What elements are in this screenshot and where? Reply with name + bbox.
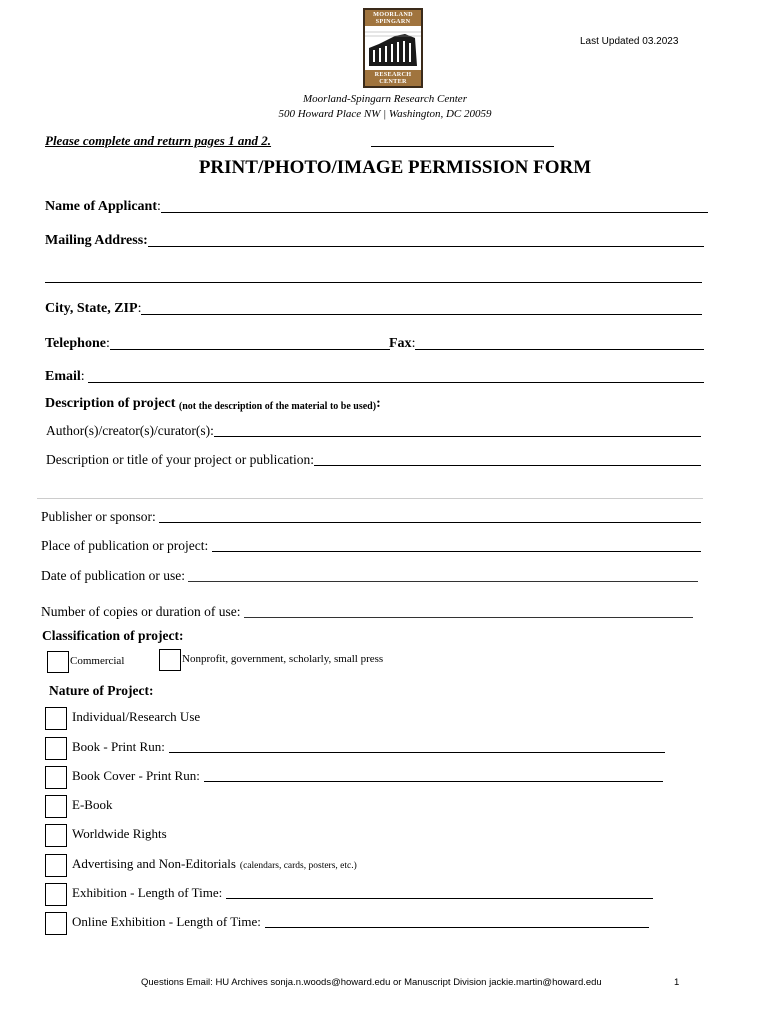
publisher-row xyxy=(41,509,701,525)
section-divider xyxy=(37,498,703,499)
authors-field[interactable] xyxy=(214,435,701,437)
worldwide-rights-label xyxy=(72,826,167,842)
book-cover-field[interactable] xyxy=(204,781,663,782)
page-number: 1 xyxy=(674,977,680,988)
logo-building-icon xyxy=(365,26,421,70)
description-note: (not the description of the material to be used) xyxy=(178,401,377,412)
nonprofit-checkbox[interactable] xyxy=(159,649,181,671)
ebook-label xyxy=(72,797,112,813)
city-row: City, State, ZIP : xyxy=(45,301,702,317)
exhibition-label xyxy=(72,885,653,901)
individual-use-text: Individual/Research Use xyxy=(72,709,201,724)
mailing-address-label: Mailing Address: xyxy=(45,233,148,248)
applicant-name-label: Name of Applicant xyxy=(45,199,157,214)
footer-questions: Questions Email: HU Archives sonja.n.woods@howard.edu or Manuscript Division jackie.martin@howard.edu xyxy=(141,977,602,988)
mailing-address-field-2[interactable] xyxy=(45,282,702,283)
date-label: Date of publication or use: xyxy=(41,568,185,583)
fax-label: Fax xyxy=(389,336,412,351)
commercial-checkbox[interactable] xyxy=(47,651,69,673)
last-updated: Last Updated 03.2023 xyxy=(580,36,679,47)
nonprofit-label: Nonprofit, government, scholarly, small press xyxy=(182,653,384,665)
project-title-label: Description or title of your project or publication: xyxy=(46,452,315,467)
city-label: City, State, ZIP xyxy=(45,301,138,316)
book-cover-checkbox[interactable] xyxy=(45,766,67,789)
mailing-address-row xyxy=(45,233,704,249)
instructions: Please complete and return pages 1 and 2. xyxy=(45,133,272,148)
exhibition-text: Exhibition - Length of Time: xyxy=(72,885,223,900)
individual-use-label xyxy=(72,709,200,725)
center-logo xyxy=(363,8,423,88)
org-name: Moorland-Spingarn Research Center xyxy=(303,93,467,105)
copies-field[interactable] xyxy=(244,616,693,618)
book-cover-text: Book Cover - Print Run: xyxy=(72,768,200,783)
logo-text: MOORLAND xyxy=(373,11,413,18)
initials-line[interactable] xyxy=(371,146,554,147)
place-field[interactable] xyxy=(212,550,701,552)
telephone-row: Telephone : xyxy=(45,336,390,352)
worldwide-rights-checkbox[interactable] xyxy=(45,824,67,847)
ebook-checkbox[interactable] xyxy=(45,795,67,818)
email-label: Email xyxy=(45,369,81,384)
email-row: Email : xyxy=(45,369,704,385)
online-exhibition-checkbox[interactable] xyxy=(45,912,67,935)
fax-row: Fax : xyxy=(389,336,704,352)
logo-text: RESEARCH xyxy=(374,71,412,78)
copies-row xyxy=(41,604,693,620)
applicant-name-row: Name of Applicant : xyxy=(45,199,708,215)
book-print-run-text: Book - Print Run: xyxy=(72,739,165,754)
online-exhibition-text: Online Exhibition - Length of Time: xyxy=(72,914,261,929)
place-label: Place of publication or project: xyxy=(41,538,209,553)
fax-field[interactable] xyxy=(415,348,704,350)
telephone-label: Telephone xyxy=(45,336,106,351)
advertising-checkbox[interactable] xyxy=(45,854,67,877)
copies-label: Number of copies or duration of use: xyxy=(41,604,241,619)
project-title-field[interactable] xyxy=(314,464,701,466)
logo-text: CENTER xyxy=(379,78,407,85)
form-title: PRINT/PHOTO/IMAGE PERMISSION FORM xyxy=(198,157,592,178)
telephone-field[interactable] xyxy=(110,348,390,350)
advertising-label xyxy=(72,856,357,872)
publisher-label: Publisher or sponsor: xyxy=(41,509,156,524)
authors-label: Author(s)/creator(s)/curator(s): xyxy=(46,423,214,438)
authors-row xyxy=(46,423,701,439)
org-address: 500 Howard Place NW | Washington, DC 20059 xyxy=(278,108,492,120)
classification-heading: Classification of project: xyxy=(42,628,184,643)
worldwide-rights-text: Worldwide Rights xyxy=(72,826,167,841)
project-title-row xyxy=(46,452,701,468)
online-exhibition-field[interactable] xyxy=(265,927,649,928)
description-heading: Description of project xyxy=(45,396,176,411)
applicant-name-field[interactable] xyxy=(161,211,708,213)
exhibition-field[interactable] xyxy=(226,898,653,899)
book-cover-label xyxy=(72,768,663,784)
online-exhibition-label xyxy=(72,914,649,930)
city-field[interactable] xyxy=(141,313,702,315)
individual-use-checkbox[interactable] xyxy=(45,707,67,730)
exhibition-checkbox[interactable] xyxy=(45,883,67,906)
book-print-run-label xyxy=(72,739,665,755)
book-print-run-field[interactable] xyxy=(169,752,665,753)
commercial-label: Commercial xyxy=(70,655,125,667)
date-row xyxy=(41,568,698,584)
email-field[interactable] xyxy=(88,381,704,383)
advertising-text: Advertising and Non-Editorials xyxy=(72,856,236,871)
publisher-field[interactable] xyxy=(159,521,701,523)
nature-heading: Nature of Project: xyxy=(49,683,154,698)
mailing-address-field[interactable] xyxy=(148,245,704,247)
ebook-text: E-Book xyxy=(72,797,113,812)
date-field[interactable] xyxy=(188,580,698,582)
place-row xyxy=(41,538,701,554)
description-heading-row: Description of project (not the description of the material to be used) : xyxy=(45,396,381,412)
advertising-note: (calendars, cards, posters, etc.) xyxy=(239,861,357,871)
book-print-run-checkbox[interactable] xyxy=(45,737,67,760)
logo-text: SPINGARN xyxy=(375,18,411,25)
